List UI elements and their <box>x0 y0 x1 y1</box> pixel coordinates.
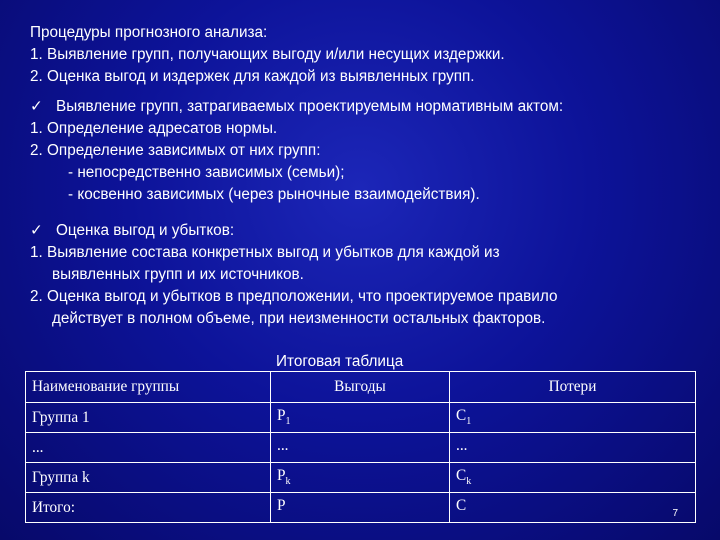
section2-item-2-line-1: 2. Оценка выгод и убытков в предположении, что проектируемое правило <box>30 288 558 305</box>
cell-benefit <box>271 463 450 493</box>
cell-loss <box>450 403 696 433</box>
cell-loss <box>450 493 696 523</box>
header-group: Наименование группы <box>26 372 271 403</box>
cell-loss <box>450 463 696 493</box>
page-number: 7 <box>672 508 678 519</box>
cell-group: Итого: <box>26 493 271 523</box>
intro-item-2: 2. Оценка выгод и издержек для каждой из выявленных групп. <box>30 68 475 85</box>
cell-benefit <box>271 403 450 433</box>
section1-heading: Выявление групп, затрагиваемых проектируемым нормативным актом: <box>56 98 564 115</box>
checkmark-icon: ✓ <box>30 98 43 115</box>
table-row <box>26 463 696 493</box>
benefit-symbol: ... <box>277 437 289 455</box>
section2-heading: Оценка выгод и убытков: <box>56 222 235 239</box>
section1-subitem-2: - косвенно зависимых (через рыночные взаимодействия). <box>68 186 480 203</box>
intro-heading: Процедуры прогнозного анализа: <box>30 24 268 41</box>
loss-symbol: C <box>456 407 467 425</box>
cell-loss <box>450 433 696 463</box>
loss-symbol: C <box>456 497 467 515</box>
cell-benefit <box>271 493 450 523</box>
table-row <box>26 433 696 463</box>
table-header-row <box>26 372 696 403</box>
loss-index: 1 <box>466 416 472 428</box>
benefit-index: 1 <box>285 416 291 428</box>
cell-benefit <box>271 433 450 463</box>
benefit-symbol: P <box>277 467 286 485</box>
section1-item-2: 2. Определение зависимых от них групп: <box>30 142 321 159</box>
loss-index: k <box>466 476 472 488</box>
benefit-symbol: P <box>277 407 286 425</box>
loss-symbol: C <box>456 467 467 485</box>
cell-group: Группа 1 <box>26 403 271 433</box>
intro-item-1: 1. Выявление групп, получающих выгоду и/или несущих издержки. <box>30 46 505 63</box>
benefit-symbol: P <box>277 497 286 515</box>
table-total-row <box>26 493 696 523</box>
benefit-index: k <box>285 476 291 488</box>
table-row <box>26 403 696 433</box>
slide-text <box>30 22 700 330</box>
cell-group: ... <box>26 433 271 463</box>
cell-group: Группа k <box>26 463 271 493</box>
section2-item-1-line-2: выявленных групп и их источников. <box>52 266 304 283</box>
section2-heading-line <box>30 220 700 242</box>
loss-symbol: ... <box>456 437 468 455</box>
table-title: Итоговая таблица <box>276 353 404 370</box>
section2-item-2-line-2: действует в полном объеме, при неизменности остальных факторов. <box>52 310 546 327</box>
summary-table <box>25 371 696 523</box>
header-benefits: Выгоды <box>271 372 450 403</box>
section1-item-1: 1. Определение адресатов нормы. <box>30 120 278 137</box>
section1-subitem-1: - непосредственно зависимых (семьи); <box>68 164 345 181</box>
header-losses: Потери <box>450 372 696 403</box>
checkmark-icon: ✓ <box>30 222 43 239</box>
section2-item-1-line-1: 1. Выявление состава конкретных выгод и убытков для каждой из <box>30 244 500 261</box>
section1-heading-line <box>30 96 700 118</box>
